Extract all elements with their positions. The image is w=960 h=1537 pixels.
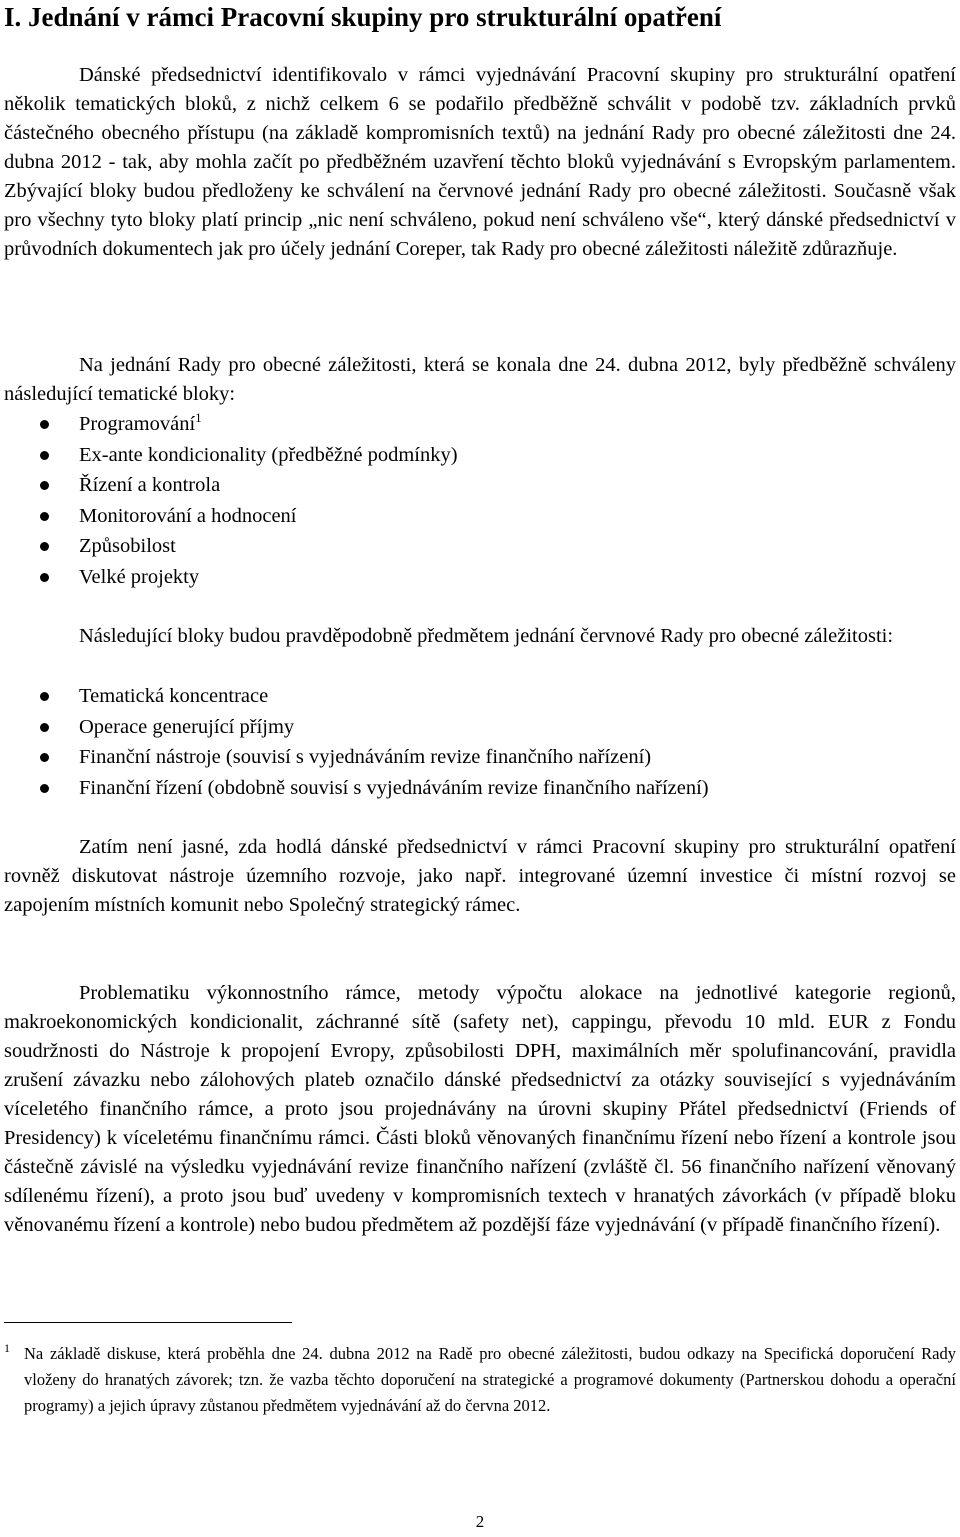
paragraph-pending-intro: [4, 622, 956, 651]
list-item: Řízení a kontrola: [0, 470, 458, 501]
paragraph-intro: [4, 61, 956, 264]
footnote-separator: [4, 1322, 292, 1323]
paragraph-intro-text: Dánské předsednictví identifikovalo v rámci vyjednávání Pracovní skupiny pro strukturální opatření několik tematických bloků, z nichž celkem 6 se podařilo předběžně schválit v podobě tzv. základních prvků částečného obecného přístupu (na základě kompromisních textů) na jednání Rady pro obecné záležitosti dne 24. dubna 2012 - tak, aby mohla začít po předběžném uzavření těchto bloků vyjednávání s Evropským parlamentem. Zbývající bloky budou předloženy ke schválení na červnové jednání Rady pro obecné záležitosti. Současně však pro všechny tyto bloky platí princip „nic není schváleno, pokud není schváleno vše“, který dánské předsednictví v průvodních dokumentech jak pro účely jednání Coreper, tak Rady pro obecné záležitosti náležitě zdůrazňuje.: [4, 64, 956, 260]
bullet-icon: [40, 784, 49, 793]
list-item: Způsobilost: [0, 531, 458, 562]
bullet-icon: [40, 542, 49, 551]
section-heading: I. Jednání v rámci Pracovní skupiny pro strukturální opatření: [4, 2, 722, 32]
list-item: Finanční řízení (obdobně souvisí s vyjednáváním revize finančního nařízení): [0, 773, 709, 804]
paragraph-territorial-tools-text: Zatím není jasné, zda hodlá dánské předsednictví v rámci Pracovní skupiny pro strukturální opatření rovněž diskutovat nástroje územního rozvoje, jako např. integrované územní investice či místní rozvoj se zapojením místních komunit nebo Společný strategický rámec.: [4, 836, 956, 916]
bullet-icon: [40, 753, 49, 762]
list-item: Finanční nástroje (souvisí s vyjednáváním revize finančního nařízení): [0, 742, 709, 773]
pending-blocks-list: [0, 681, 709, 803]
bullet-icon: [40, 692, 49, 701]
paragraph-territorial-tools: [4, 833, 956, 920]
bullet-icon: [40, 451, 49, 460]
paragraph-approved-intro: [4, 351, 956, 409]
bullet-icon: [40, 420, 49, 429]
paragraph-performance-framework: [4, 979, 956, 1240]
list-item: Monitorování a hodnocení: [0, 501, 458, 532]
bullet-icon: [40, 723, 49, 732]
list-item: Programování$^1$: [0, 409, 458, 440]
page-number: 2: [475, 1512, 485, 1531]
bullet-icon: [40, 481, 49, 490]
list-item: Tematická koncentrace: [0, 681, 709, 712]
list-item: Velké projekty: [0, 562, 458, 593]
approved-blocks-list: [0, 409, 458, 593]
bullet-icon: [40, 512, 49, 521]
paragraph-approved-intro-text: Na jednání Rady pro obecné záležitosti, která se konala dne 24. dubna 2012, byly předběžně schváleny následující tematické bloky:: [4, 354, 956, 405]
bullet-icon: [40, 573, 49, 582]
paragraph-performance-framework-text: Problematiku výkonnostního rámce, metody výpočtu alokace na jednotlivé kategorie regionů, makroekonomických kondicionalit, záchranné sítě (safety net), cappingu, převodu 10 mld. EUR z Fondu soudržnosti do Nástroje k propojení Evropy, způsobilosti DPH, maximálních měr spolufinancování, pravidla zrušení závazku nebo zálohových plateb označilo dánské předsednictví za otázky související s vyjednáváním víceletého finančního rámce, a proto jsou projednávány na úrovni skupiny Přátel předsednictví (Friends of Presidency) k víceletému finančnímu rámci. Části bloků věnovaných finančnímu řízení nebo řízení a kontrole jsou částečně závislé na výsledku vyjednávání revize finančního nařízení (zvláště čl. 56 finančního nařízení věnovaný sdílenému řízení), a proto jsou buď uvedeny v kompromisních textech v hranatých závorkách (v případě bloku věnovanému řízení a kontrole) nebo budou předmětem až pozdější fáze vyjednávání (v případě finančního řízení).: [4, 982, 956, 1236]
footnote-reference: 1: [195, 410, 202, 425]
footnote: [4, 1341, 956, 1419]
list-item: Ex-ante kondicionality (předběžné podmínky): [0, 440, 458, 471]
footnote-number: 1: [4, 1341, 10, 1355]
footnote-text: Na základě diskuse, která proběhla dne 24. dubna 2012 na Radě pro obecné záležitosti, budou odkazy na Specifická doporučení Rady vloženy do hranatých závorek; tzn. že vazba těchto doporučení na strategické a programové dokumenty (Partnerskou dohodu a operační programy) a jejich úpravy zůstanou předmětem vyjednávání až do června 2012.: [24, 1344, 956, 1415]
list-item: Operace generující příjmy: [0, 712, 709, 743]
paragraph-pending-intro-text: Následující bloky budou pravděpodobně předmětem jednání červnové Rady pro obecné záležitosti:: [79, 625, 894, 647]
